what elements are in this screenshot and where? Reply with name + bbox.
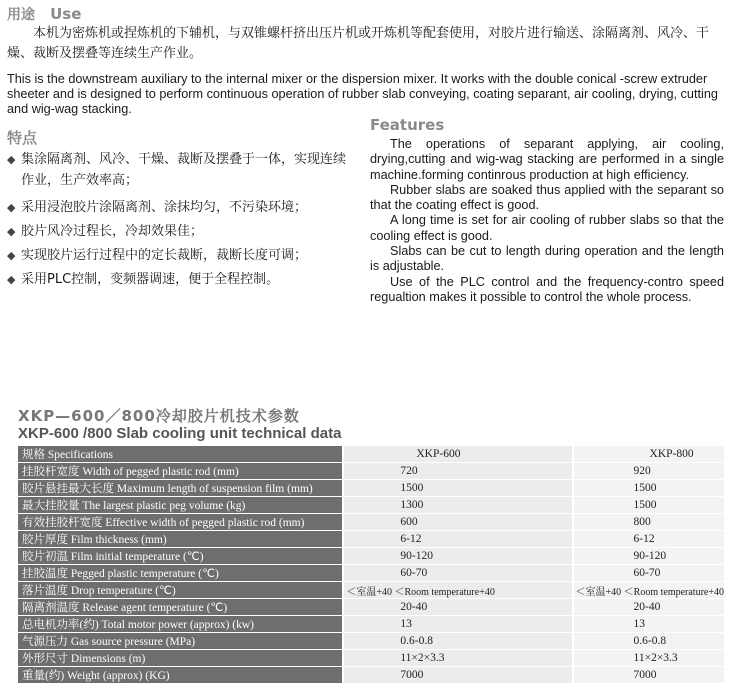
row-label: 挂胶温度 Pegged plastic temperature (℃) [18, 565, 342, 582]
table-row [18, 599, 724, 616]
value-xkp800: 6-12 [572, 531, 724, 548]
value-xkp600: 13 [342, 616, 571, 633]
row-label: 总电机功率(约) Total motor power (approx) (kw) [18, 616, 342, 633]
value-xkp800: 13 [572, 616, 724, 633]
value-xkp600: 1500 [342, 480, 571, 497]
features-en-text [370, 137, 724, 305]
diamond-bullet-icon: ◆ [7, 201, 16, 214]
value-xkp800: 1500 [572, 480, 724, 497]
value-xkp800: 60-70 [572, 565, 724, 582]
features-en-paragraph: Use of the PLC control and the frequency-contro speed regualtion makes it possible to control the whole process. [370, 274, 724, 304]
header-cell: 规格 Specifications [18, 446, 342, 463]
value-xkp800: 11×2×3.3 [572, 650, 724, 667]
value-xkp800: 920 [572, 463, 724, 480]
value-xkp800: 90-120 [572, 548, 724, 565]
features-cn-item: ◆ 采用浸泡胶片涂隔离剂、涂抹均匀，不污染环境； [7, 197, 352, 218]
table-row [18, 582, 724, 599]
features-en-paragraph: Rubber slabs are soaked thus applied with the separant so that the coating effect is good. [370, 182, 724, 213]
diamond-bullet-icon: ◆ [7, 225, 16, 238]
features-cn-item: ◆ 集涂隔离剂、风冷、干燥、裁断及摆叠于一体，实现连续作业，生产效率高； [7, 149, 352, 191]
table-row [18, 480, 724, 497]
table-title-en: XKP-600 /800 Slab cooling unit technical data [18, 425, 342, 442]
row-label: 最大挂胶量 The largest plastic peg volume (kg) [18, 497, 342, 514]
table-row [18, 565, 724, 582]
row-label: 挂胶杆宽度 Width of pegged plastic rod (mm) [18, 463, 342, 480]
value-xkp600: 0.6-0.8 [342, 633, 571, 650]
value-xkp600: 600 [342, 514, 571, 531]
diamond-bullet-icon: ◆ [7, 273, 16, 286]
value-xkp600: 7000 [342, 667, 571, 684]
value-xkp800: 800 [572, 514, 724, 531]
usage-heading [7, 4, 81, 24]
value-xkp600: 1300 [342, 497, 571, 514]
row-label: 胶片悬挂最大长度 Maximum length of suspension film (mm) [18, 480, 342, 497]
features-cn-item: ◆ 实现胶片运行过程中的定长裁断，裁断长度可调； [7, 245, 352, 266]
row-label: 有效挂胶杆宽度 Effective width of pegged plastic rod (mm) [18, 514, 342, 531]
table-row [18, 531, 724, 548]
usage-text-cn: 本机为密炼机或捏炼机的下辅机，与双锥螺杆挤出压片机或开炼机等配套使用，对胶片进行输送、涂隔离剂、风冷、干燥、裁断及摆叠等连续生产作业。 [7, 26, 710, 61]
table-title-cn: XKP—600／800冷却胶片机技术参数 [18, 407, 300, 425]
table-row [18, 548, 724, 565]
table-row [18, 514, 724, 531]
value-xkp600: 720 [342, 463, 571, 480]
table-row [18, 463, 724, 480]
table-row [18, 650, 724, 667]
usage-text-en: This is the downstream auxiliary to the internal mixer or the dispersion mixer. It works with the double conical -screw extruder sheeter and is designed to perform continuous operation of rubber slab conveying, coating separant, air cooling, drying, cutting and wig-wag stacking. [7, 72, 718, 116]
value-xkp600: 11×2×3.3 [342, 650, 571, 667]
features-cn-list [7, 149, 352, 290]
features-cn-item: ◆ 胶片风冷过程长，冷却效果佳； [7, 221, 352, 242]
value-xkp600: 6-12 [342, 531, 571, 548]
row-label: 外形尺寸 Dimensions (m) [18, 650, 342, 667]
diamond-bullet-icon: ◆ [7, 153, 16, 166]
row-label: 气源压力 Gas source pressure (MPa) [18, 633, 342, 650]
features-en-paragraph: Slabs can be cut to length during operation and the length is adjustable. [370, 244, 724, 274]
row-label: 重量(约) Weight (approx) (KG) [18, 667, 342, 684]
features-en-paragraph: A long time is set for air cooling of rubber slabs so that the cooling effect is good. [370, 213, 724, 243]
row-label: 胶片初温 Film initial temperature (℃) [18, 548, 342, 565]
value-xkp600: 20-40 [342, 599, 571, 616]
row-label: 落片温度 Drop temperature (℃) [18, 582, 342, 599]
features-cn-item: ◆ 采用PLC控制，变频器调速，便于全程控制。 [7, 269, 352, 290]
value-xkp800: 20-40 [572, 599, 724, 616]
spec-table [18, 446, 724, 684]
table-row [18, 633, 724, 650]
header-cell: XKP-800 [572, 446, 724, 463]
value-xkp600: ＜室温+40 ＜Room temperature+40 [342, 582, 571, 599]
value-xkp600: 60-70 [342, 565, 571, 582]
table-row [18, 667, 724, 684]
header-cell: XKP-600 [342, 446, 571, 463]
row-label: 隔离剂温度 Release agent temperature (℃) [18, 599, 342, 616]
value-xkp800: 1500 [572, 497, 724, 514]
table-row [18, 497, 724, 514]
value-xkp800: 0.6-0.8 [572, 633, 724, 650]
value-xkp600: 90-120 [342, 548, 571, 565]
features-en-paragraph: The operations of separant applying, air cooling, drying,cutting and wig-wag stacking are performed in a single machine.forming continrous production at high efficiency. [370, 137, 724, 182]
table-header-row [18, 446, 724, 463]
table-row [18, 616, 724, 633]
features-en-heading: Features [370, 116, 445, 134]
usage-heading-cn: 用途 [7, 7, 35, 23]
value-xkp800: ＜室温+40 ＜Room temperature+40 [572, 582, 724, 599]
row-label: 胶片厚度 Film thickness (mm) [18, 531, 342, 548]
features-cn-heading: 特点 [7, 129, 38, 147]
usage-heading-en: Use [50, 5, 82, 23]
value-xkp800: 7000 [572, 667, 724, 684]
diamond-bullet-icon: ◆ [7, 249, 16, 262]
